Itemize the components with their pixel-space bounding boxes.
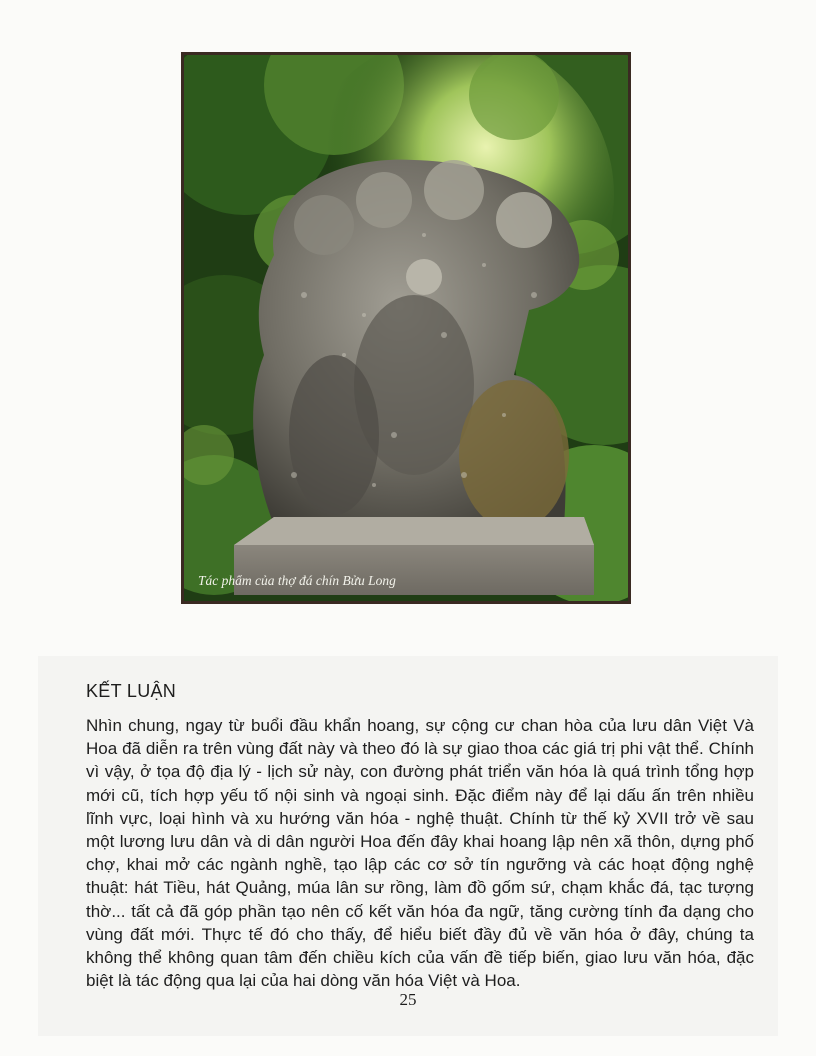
stone-lion-photo [184,55,628,601]
page-number: 25 [399,990,417,1009]
photo-frame [181,52,631,604]
photo-caption: Tác phẩm của thợ đá chín Bửu Long [198,573,396,588]
conclusion-paragraph: Nhìn chung, ngay từ buổi đầu khẩn hoang, sự cộng cư chan hòa của lưu dân Việt Và Hoa đã diễn ra trên vùng đất này và theo đó là sự giao thoa các giá trị phi vật thể. Chính vì vậy, ở tọa độ địa lý - lịch sử này, con đường phát triển văn hóa là quá trình tổng hợp mới cũ, tích hợp yếu tố nội sinh và ngoại sinh. Đặc điểm này để lại dấu ấn trên nhiều lĩnh vực, loại hình và xu hướng văn hóa - nghệ thuật. Chính từ thế kỷ XVII trở về sau một lương lưu dân và di dân người Hoa đến đây khai hoang lập nên xã thôn, dựng phố chợ, khai mở các ngành nghề, tạo lập các cơ sở tín ngưỡng và các hoạt động nghệ thuật: hát Tiều, hát Quảng, múa lân sư rồng, làm đồ gốm sứ, chạm khắc đá, tạc tượng thờ... tất cả đã góp phần tạo nên cố kết văn hóa đa ngữ, tăng cường tính đa dạng cho vùng đất mới. Thực tế đó cho thấy, để hiểu biết đầy đủ về văn hóa ở đây, chúng ta không thể không quan tâm đến chiều kích của vấn đề tiếp biến, giao lưu văn hóa, đặc biệt là tác động qua lại của hai dòng văn hóa Việt và Hoa. [86,716,754,991]
section-heading: KẾT LUẬN [86,681,177,701]
